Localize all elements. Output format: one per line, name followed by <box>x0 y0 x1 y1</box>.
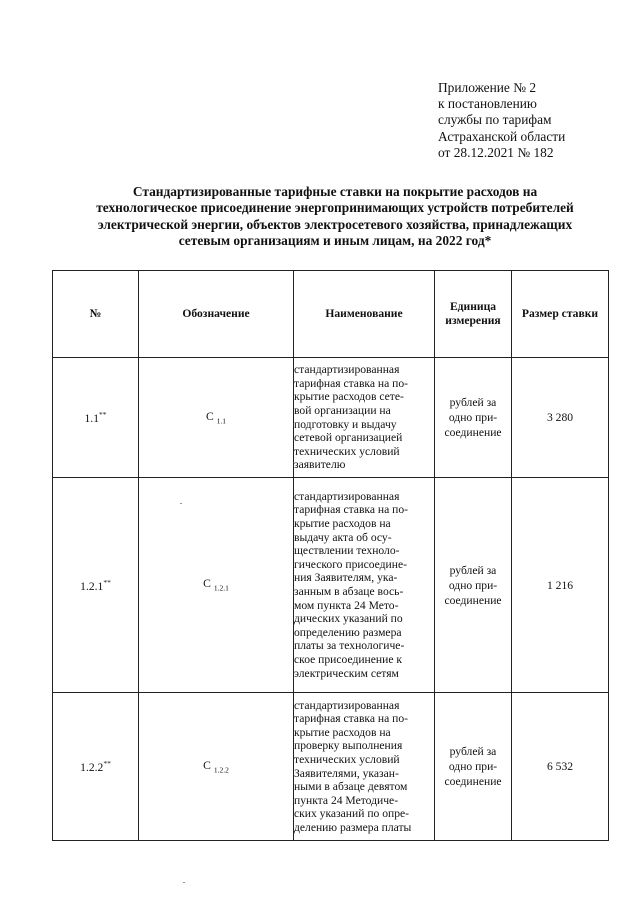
row-designation <box>139 358 294 478</box>
row-designation <box>139 693 294 841</box>
row-rate: 1 216 <box>512 478 609 693</box>
name-line: технических условий <box>294 752 400 766</box>
row-unit <box>435 478 512 693</box>
name-line: сетевой организацией <box>294 431 403 445</box>
scan-speck <box>183 882 185 883</box>
name-line: крытие расходов на <box>294 725 391 739</box>
name-line: делению размера платы <box>294 820 412 834</box>
row-number-text: 1.2.1 <box>80 579 104 593</box>
name-line: гического присоедине- <box>294 557 407 571</box>
name-line: вой организации на <box>294 403 391 417</box>
header-name: Наименование <box>294 271 435 358</box>
name-line: выдачу акта об осу- <box>294 530 392 544</box>
header-unit-line: Единица <box>449 300 497 313</box>
table-row <box>53 693 609 841</box>
table-header-row <box>53 271 609 358</box>
name-line: стандартизированная <box>294 489 400 503</box>
name-line: заявителю <box>294 458 346 472</box>
row-name <box>294 693 435 841</box>
scan-speck <box>180 503 182 504</box>
header-unit <box>435 271 512 358</box>
appendix-line: службы по тарифам <box>438 112 552 128</box>
title-line: технологическое присоединение энергопринимающих устройств потребителей <box>96 200 574 216</box>
name-line: электрическим сетям <box>294 666 399 680</box>
header-unit-line: измерения <box>445 314 501 327</box>
name-line: ния Заявителям, ука- <box>294 571 398 585</box>
name-line: технических условий <box>294 444 400 458</box>
name-line: занным в абзаце вось- <box>294 585 404 598</box>
unit-line: рублей за <box>449 396 497 409</box>
appendix-line: от 28.12.2021 № 182 <box>438 144 554 160</box>
row-rate: 3 280 <box>512 358 609 478</box>
unit-line: рублей за <box>449 563 497 577</box>
appendix-block <box>438 80 565 161</box>
row-unit <box>435 358 512 478</box>
row-number <box>53 693 139 841</box>
unit-line: соединение <box>444 593 502 607</box>
header-number: № <box>53 271 139 358</box>
designation-subscript: 1.2.2 <box>213 765 229 775</box>
table-row <box>53 358 609 478</box>
name-line: стандартизированная <box>294 698 400 712</box>
designation-letter: C <box>205 409 214 423</box>
name-line: дических указаний по <box>294 612 403 626</box>
row-number-text: 1.1 <box>84 411 99 425</box>
row-number <box>53 358 139 478</box>
row-number-text: 1.2.2 <box>80 760 104 774</box>
row-unit <box>435 693 512 841</box>
row-designation <box>139 478 294 693</box>
header-designation: Обозначение <box>139 271 294 358</box>
designation-letter: C <box>203 758 211 772</box>
appendix-line: к постановлению <box>438 96 537 112</box>
header-rate: Размер ставки <box>512 271 609 358</box>
name-line: стандартизированная <box>294 363 400 377</box>
name-line: определению размера <box>294 625 402 639</box>
row-name <box>294 478 435 693</box>
designation-letter: C <box>203 577 211 591</box>
name-line: тарифная ставка на по- <box>294 712 409 726</box>
appendix-line: Приложение № 2 <box>438 80 537 95</box>
unit-line: соединение <box>444 775 502 788</box>
name-line: тарифная ставка на по- <box>294 376 409 390</box>
appendix-line: Астраханской области <box>438 128 566 144</box>
name-line: подготовку и выдачу <box>294 417 397 431</box>
name-line: пункта 24 Методиче- <box>294 793 399 807</box>
title-line: сетевым организациям и иным лицам, на 2022 год* <box>178 232 492 248</box>
row-rate: 6 532 <box>512 693 609 841</box>
designation-subscript: 1.1 <box>216 416 226 426</box>
name-line: проверку выполнения <box>294 739 403 753</box>
title-line: электрической энергии, объектов электросетевого хозяйства, принадлежащих <box>97 216 573 232</box>
table-row <box>53 478 609 693</box>
name-line: Заявителями, указан- <box>294 766 399 780</box>
name-line: ских указаний по опре- <box>294 807 410 821</box>
name-line: ными в абзаце девятом <box>294 780 408 794</box>
footnote-mark: ** <box>99 410 107 420</box>
footnote-mark: ** <box>103 577 111 587</box>
document-title <box>50 184 620 249</box>
row-name <box>294 358 435 478</box>
name-line: тарифная ставка на по- <box>294 503 409 517</box>
unit-line: рублей за <box>449 745 497 758</box>
row-number <box>53 478 139 693</box>
tariff-table <box>52 270 609 841</box>
name-line: ское присоединение к <box>294 652 402 666</box>
unit-line: одно при- <box>448 578 498 592</box>
name-line: платы за технологиче- <box>294 639 405 653</box>
title-line: Стандартизированные тарифные ставки на покрытие расходов на <box>132 184 538 199</box>
name-line: крытие расходов сете- <box>294 390 404 404</box>
unit-line: одно при- <box>448 411 498 424</box>
name-line: крытие расходов на <box>294 517 391 531</box>
designation-subscript: 1.2.1 <box>213 583 229 593</box>
footnote-mark: ** <box>103 759 111 769</box>
unit-line: соединение <box>444 426 502 439</box>
name-line: мом пункта 24 Мето- <box>294 598 399 612</box>
unit-line: одно при- <box>448 760 498 773</box>
name-line: ществлении техноло- <box>294 544 400 558</box>
